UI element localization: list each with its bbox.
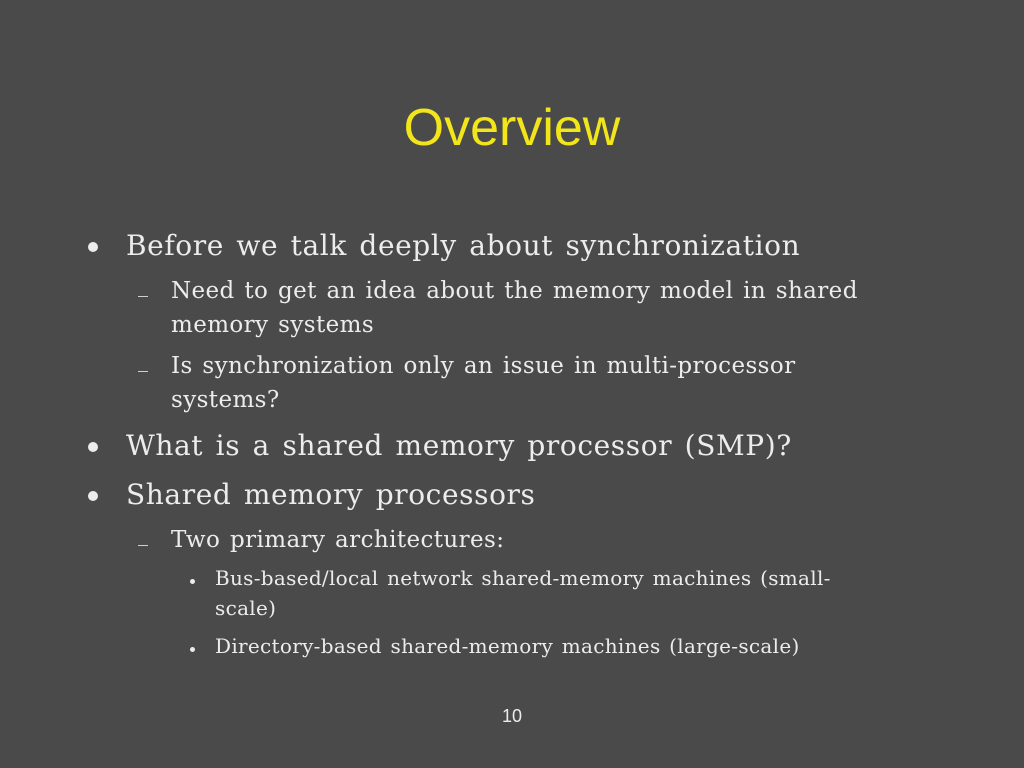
sub-bullet-text: Two primary architectures:: [171, 527, 505, 553]
page-number: 10: [501, 706, 523, 726]
small-bullet-icon: [190, 647, 195, 652]
bullet-text: Before we talk deeply about synchronization: [126, 229, 801, 262]
sub-bullet-text: Is synchronization only an issue in multi-processor: [171, 353, 796, 379]
bullet-icon: [88, 242, 98, 252]
sub-bullet-text-continued: systems?: [171, 387, 280, 413]
bullet-icon: [88, 491, 98, 501]
sub-bullet-text: Need to get an idea about the memory model in shared: [171, 278, 858, 304]
bullet-text: What is a shared memory processor (SMP)?: [126, 429, 792, 462]
dash-icon: [138, 545, 148, 546]
bullet-icon: [88, 442, 98, 452]
dash-icon: [138, 371, 148, 372]
dash-icon: [138, 296, 148, 297]
small-bullet-icon: [190, 579, 195, 584]
sub-sub-bullet-text: Bus-based/local network shared-memory machines (small-: [215, 566, 831, 590]
sub-sub-bullet-text: Directory-based shared-memory machines (large-scale): [215, 634, 800, 658]
slide-title: Overview: [403, 99, 621, 157]
bullet-text: Shared memory processors: [126, 478, 536, 511]
sub-sub-bullet-text-continued: scale): [215, 596, 277, 620]
sub-bullet-text-continued: memory systems: [171, 312, 375, 338]
